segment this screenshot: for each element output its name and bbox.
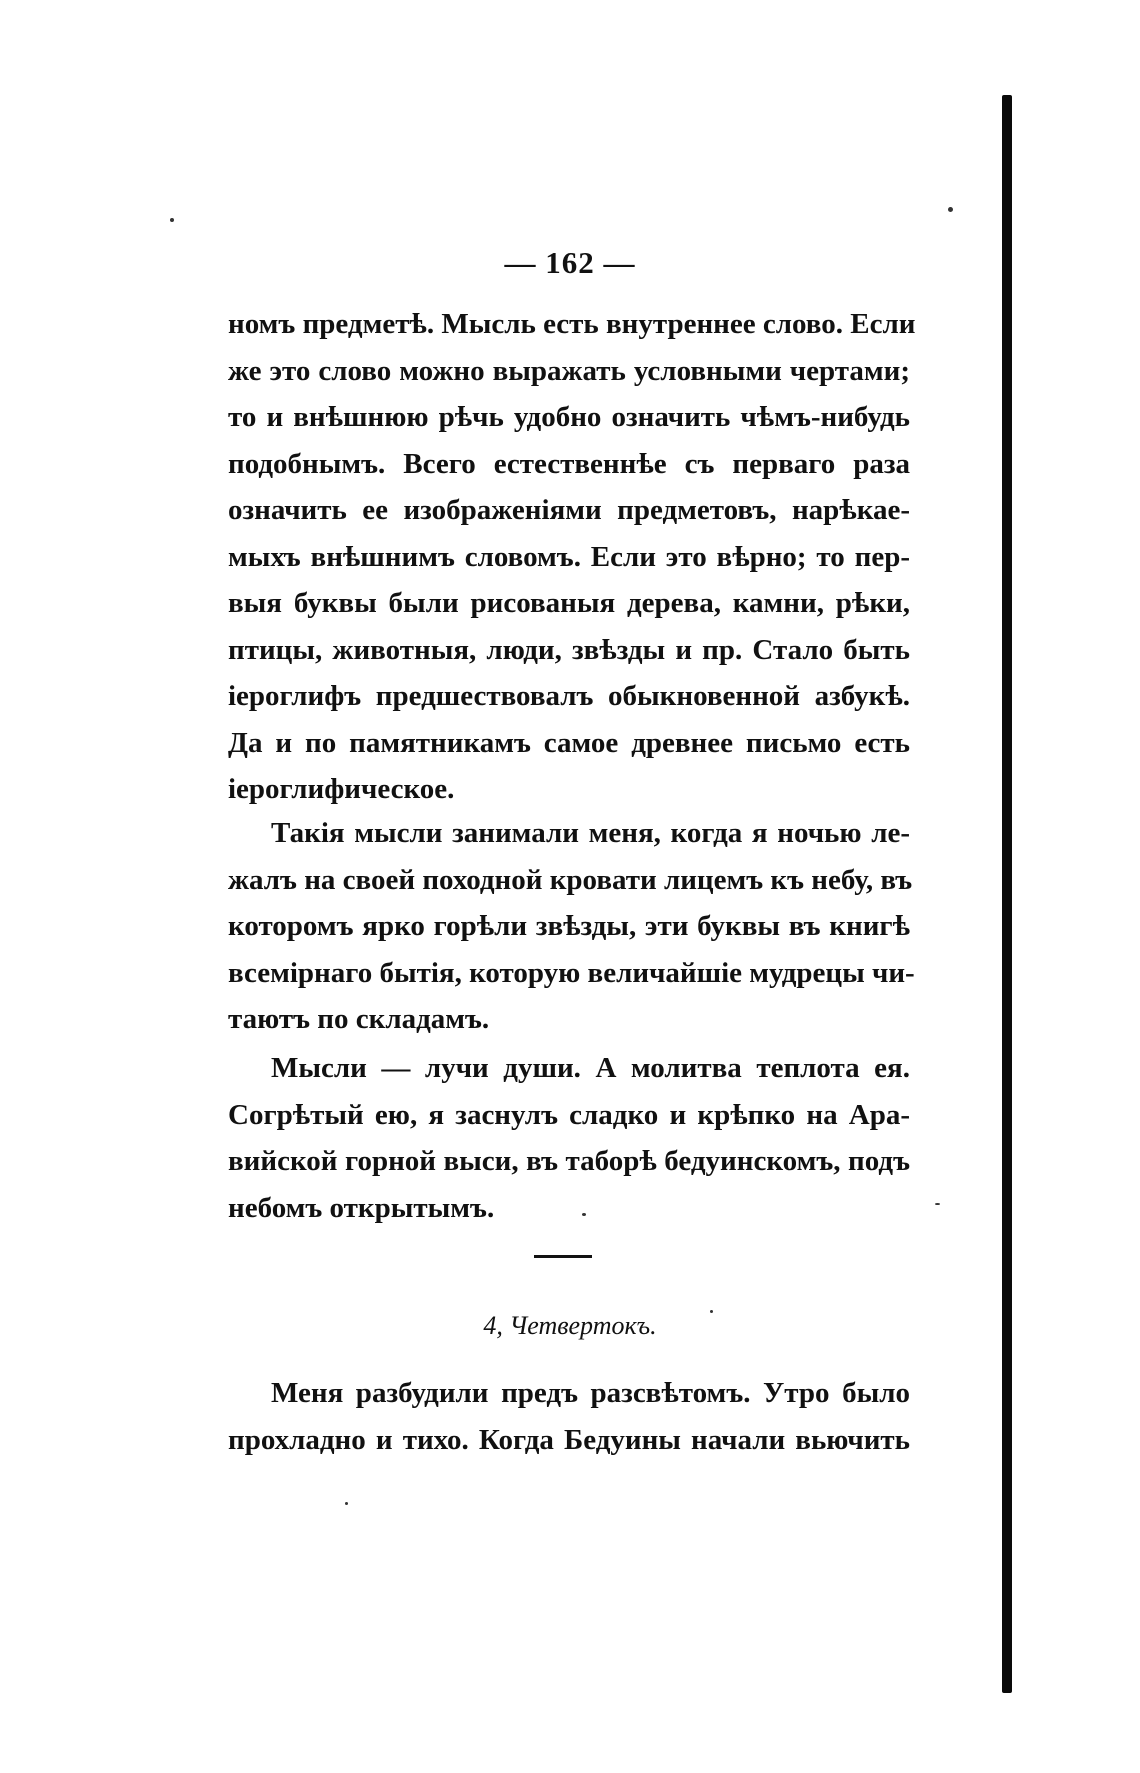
text-line: небомъ открытымъ. bbox=[228, 1191, 495, 1224]
paragraph-1 bbox=[228, 301, 916, 813]
paragraph-3 bbox=[228, 1045, 910, 1231]
text-line: означить ее изображеніями предметовъ, нарѣкае- bbox=[228, 494, 910, 526]
text-line: же это слово можно выражать условными чертами; bbox=[228, 354, 910, 387]
text-line: таютъ по складамъ. bbox=[228, 1003, 490, 1035]
text-line: прохладно и тихо. Когда Бедуины начали вьючить bbox=[228, 1423, 910, 1456]
text-line: то и внѣшнюю рѣчь удобно означить чѣмъ-нибудь bbox=[228, 401, 910, 433]
page-binding-edge bbox=[1002, 95, 1012, 1693]
text-line: іероглифъ предшествовалъ обыкновенной азбукѣ. bbox=[228, 680, 910, 712]
text-line: Да и по памятникамъ самое древнее письмо есть bbox=[228, 726, 910, 759]
section-divider bbox=[534, 1255, 592, 1258]
text-line: которомъ ярко горѣли звѣзды, эти буквы въ книгѣ bbox=[228, 910, 910, 942]
text-line: Меня разбудили предъ разсвѣтомъ. Утро было bbox=[271, 1377, 910, 1409]
text-line: Мысли — лучи души. А молитва теплота ея. bbox=[271, 1052, 910, 1084]
text-line: выя буквы были рисованыя дерева, камни, рѣки, bbox=[228, 587, 910, 619]
paragraph-2 bbox=[228, 810, 915, 1043]
ink-speck bbox=[170, 218, 174, 222]
text-line: мыхъ внѣшнимъ словомъ. Если это вѣрно; то пер- bbox=[228, 540, 910, 573]
text-line: іероглифическое. bbox=[228, 773, 455, 805]
text-line: жалъ на своей походной кровати лицемъ къ небу, въ bbox=[228, 863, 913, 896]
text-line: всемірнаго бытія, которую величайшіе мудрецы чи- bbox=[228, 956, 915, 989]
section-heading: 4, Четвертокъ. bbox=[483, 1311, 657, 1340]
ink-speck bbox=[935, 1203, 940, 1205]
text-line: Такія мысли занимали меня, когда я ночью ле- bbox=[271, 817, 910, 849]
text-line: Согрѣтый ею, я заснулъ сладко и крѣпко на Ара- bbox=[228, 1098, 910, 1131]
text-line: номъ предметѣ. Мысль есть внутреннее слово. Если bbox=[228, 308, 916, 340]
text-line: вийской горной выси, въ таборѣ бедуинскомъ, подъ bbox=[228, 1145, 910, 1177]
paragraph-4 bbox=[228, 1370, 910, 1463]
ink-speck bbox=[345, 1502, 348, 1505]
text-line: птицы, животныя, люди, звѣзды и пр. Стало быть bbox=[228, 633, 910, 666]
ink-speck bbox=[948, 207, 953, 212]
page-number: — 162 — bbox=[504, 245, 636, 280]
text-line: подобнымъ. Всего естественнѣе съ перваго раза bbox=[228, 447, 910, 480]
